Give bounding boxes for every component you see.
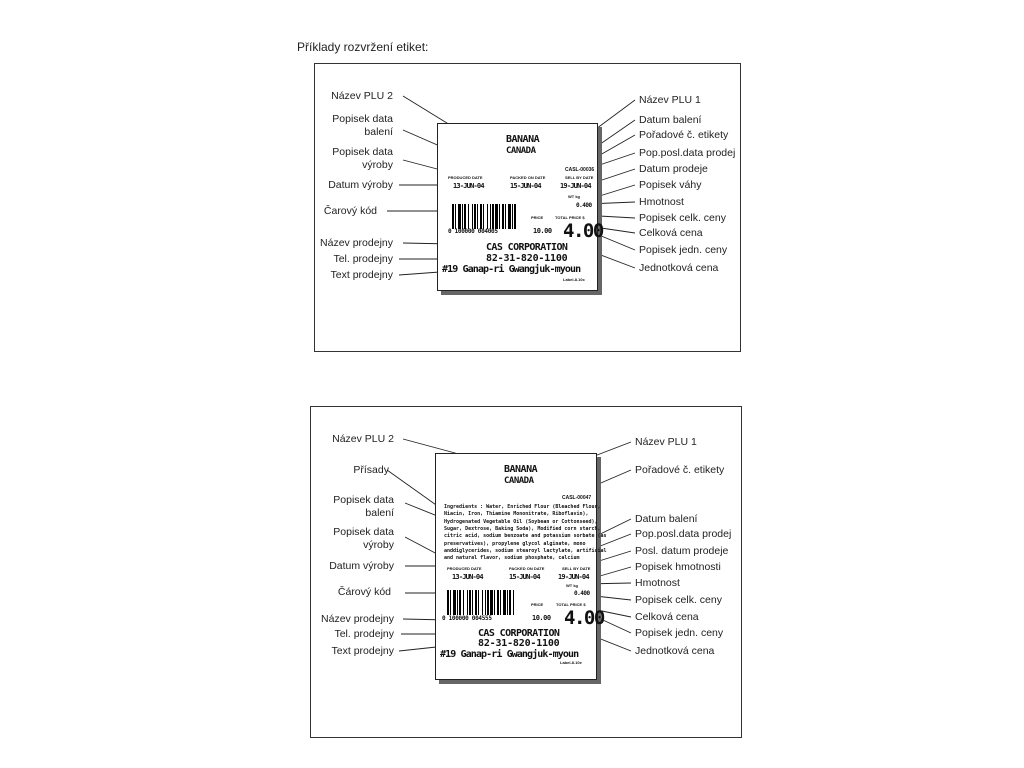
barcode-bar (505, 204, 506, 229)
callout-total-price: Celková cena (639, 227, 703, 239)
callout-weight: Hmotnost (639, 196, 684, 208)
layout-example-2 (310, 406, 742, 738)
page-heading: Příklady rozvržení etiket: (297, 40, 429, 54)
sell-date: 19-JUN-04 (558, 573, 589, 581)
callout-shop-text: Text prodejny (331, 645, 394, 657)
unit-price-value: 10.00 (533, 227, 552, 235)
callout-plu2-name: Název PLU 2 (332, 433, 394, 445)
barcode-bar (492, 204, 494, 229)
barcode-bar (462, 204, 463, 229)
barcode-bar (467, 590, 468, 615)
ingredients-line: Hydrogenated Vegetable Oil (Soybean or Cottonseed), (444, 518, 598, 525)
barcode-bar (459, 590, 461, 615)
callout-packed-caption: Popisek data balení (332, 113, 393, 138)
barcode-bar (452, 204, 454, 229)
callout-weight-caption: Popisek hmotnosti (635, 561, 721, 573)
barcode-bar (514, 204, 516, 229)
weight-caption: WT kg (568, 194, 580, 199)
ingredients-line: anddiglycerides, sodium stearoyl lactylate, artificial (444, 547, 607, 554)
callout-weight-caption: Popisek váhy (639, 179, 702, 191)
barcode-bar (495, 204, 498, 229)
produced-date: 13-JUN-04 (452, 573, 483, 581)
shop-text: #19 Ganap-ri Gwangjuk-myoun (440, 649, 579, 660)
shop-name: CAS CORPORATION (478, 628, 560, 639)
barcode-bar (507, 590, 508, 615)
callout-packed-caption: Popisek data balení (333, 494, 394, 519)
barcode-bar (482, 590, 483, 615)
barcode-bar (480, 204, 482, 229)
callout-plu1-name: Název PLU 1 (639, 94, 701, 106)
barcode-bar (487, 590, 489, 615)
callout-unit-price: Jednotková cena (639, 262, 719, 274)
barcode-bar (464, 204, 466, 229)
callout-total-caption: Popisek celk. ceny (635, 594, 722, 606)
sell-date: 19-JUN-04 (560, 182, 591, 190)
total-price-value: 4.00 (563, 220, 603, 242)
callout-serial: Pořadové č. etikety (635, 464, 725, 476)
callout-total-caption: Popisek celk. ceny (639, 212, 726, 224)
weight-caption: WT kg (566, 583, 578, 588)
callout-shop-phone: Tel. prodejny (333, 253, 393, 265)
produced-date: 13-JUN-04 (453, 182, 484, 190)
total-price-value: 4.00 (564, 607, 604, 629)
barcode-bar (453, 590, 456, 615)
barcode-bar (494, 590, 495, 615)
barcode-bar (483, 204, 484, 229)
barcode-bar (497, 590, 499, 615)
barcode-bar (469, 590, 471, 615)
barcode-bar (490, 590, 493, 615)
barcode-bar (487, 204, 488, 229)
callout-total-price: Celková cena (635, 611, 699, 623)
unit-price-value: 10.00 (532, 614, 551, 622)
label-sample-2 (435, 453, 607, 680)
barcode-bar (502, 204, 504, 229)
shop-name: CAS CORPORATION (486, 242, 568, 253)
shop-phone: 82-31-820-1100 (486, 253, 568, 264)
label-sample-1 (437, 123, 603, 291)
shop-phone: 82-31-820-1100 (478, 638, 560, 649)
callout-produced-caption: Popisek data výroby (333, 526, 394, 551)
barcode-bar (513, 590, 514, 615)
barcode-bar (455, 204, 456, 229)
callout-sell-date: Posl. datum prodeje (635, 545, 729, 557)
barcode-bar (503, 590, 506, 615)
barcode-bar (509, 590, 511, 615)
callout-packed-date: Datum balení (639, 114, 702, 126)
sell-caption: SELL BY DATE (562, 566, 591, 571)
callout-produced-date: Datum výroby (328, 179, 393, 191)
serial-number: CASL-00047 (562, 495, 592, 501)
sell-caption: SELL BY DATE (565, 175, 594, 180)
callout-shop-name: Název prodejny (321, 613, 394, 625)
ingredients-line: preservatives), propylene glycol alginate, mono (444, 540, 586, 547)
packed-date: 15-JUN-04 (510, 182, 541, 190)
serial-number: CASL-00036 (565, 167, 595, 173)
shop-text: #19 Ganap-ri Gwangjuk-myoun (442, 264, 581, 275)
barcode-bar (475, 590, 477, 615)
total-price-caption: TOTAL PRICE $ (556, 602, 586, 607)
packed-caption: PACKED ON DATE (510, 175, 546, 180)
barcode-bar (478, 590, 479, 615)
ingredients-line: Niacin, Iron, Thiamine Mononitrate, Riboflavin), (444, 511, 589, 518)
plu2-name: CANADA (506, 146, 536, 156)
callout-packed-date: Datum balení (635, 513, 698, 525)
callout-sell-caption: Pop.posl.data prodej (639, 147, 736, 159)
unit-price-caption: PRICE (531, 215, 544, 220)
barcode-bar (447, 590, 449, 615)
callout-sell-caption: Pop.posl.data prodej (635, 528, 732, 540)
callout-unit-price: Jednotková cena (635, 645, 715, 657)
ingredients-line: Ingredients : Water, Enriched Flour (Bleached Flour, (444, 504, 601, 510)
barcode-bar (500, 590, 501, 615)
barcode-bar (450, 590, 451, 615)
label-id: Label-8.10c (563, 277, 585, 282)
barcode-bar (499, 204, 500, 229)
callout-shop-name: Název prodejny (320, 237, 393, 249)
callout-serial: Pořadové č. etikety (639, 129, 729, 141)
plu1-name: BANANA (506, 134, 540, 145)
barcode-bar (472, 590, 473, 615)
callout-shop-text: Text prodejny (330, 269, 393, 281)
callout-plu1-name: Název PLU 1 (635, 436, 697, 448)
barcode-bar (477, 204, 478, 229)
callout-unit-caption: Popisek jedn. ceny (639, 244, 728, 256)
callout-produced-date: Datum výroby (329, 560, 394, 572)
label-id: Label-8.10e (560, 660, 582, 665)
callout-weight: Hmotnost (635, 577, 680, 589)
callout-ingredients: Přísady (353, 464, 389, 476)
ingredients-line: Sugar, Dextrose, Baking Soda), Modified corn starch, (444, 525, 601, 532)
produced-caption: PRODUCED DATE (448, 175, 483, 180)
callout-shop-phone: Tel. prodejny (334, 628, 394, 640)
callout-plu2-name: Název PLU 2 (331, 90, 393, 102)
callout-sell-date: Datum prodeje (639, 163, 708, 175)
unit-price-caption: PRICE (531, 602, 544, 607)
barcode-bar (457, 590, 458, 615)
produced-caption: PRODUCED DATE (447, 566, 482, 571)
barcode-bar (472, 204, 473, 229)
barcode-bar (490, 204, 491, 229)
barcode-bar (468, 204, 469, 229)
packed-date: 15-JUN-04 (509, 573, 540, 581)
ingredients-line: citric acid, sodium benzoate and potassium sorbate (as (444, 533, 607, 540)
barcode-number: 0 100000 004555 (442, 615, 492, 622)
barcode-bar (485, 590, 486, 615)
barcode-bar (508, 204, 511, 229)
barcode-bar (474, 204, 476, 229)
weight-value: 0.400 (576, 202, 592, 209)
barcode (452, 204, 518, 229)
plu2-name: CANADA (504, 476, 534, 486)
plu1-name: BANANA (504, 464, 538, 475)
barcode-bar (512, 204, 513, 229)
packed-caption: PACKED ON DATE (509, 566, 545, 571)
ingredients-line: and natural flavor, sodium phosphate, calcium (444, 555, 580, 562)
callout-unit-caption: Popisek jedn. ceny (635, 627, 724, 639)
barcode (447, 590, 515, 615)
callout-barcode: Čárový kód (337, 586, 391, 598)
total-price-caption: TOTAL PRICE $ (555, 215, 585, 220)
barcode-bar (458, 204, 461, 229)
callout-barcode: Čarový kód (323, 205, 377, 217)
barcode-number: 0 100000 004005 (448, 228, 498, 235)
callout-produced-caption: Popisek data výroby (332, 146, 393, 171)
layout-example-1 (314, 63, 741, 352)
barcode-bar (463, 590, 464, 615)
weight-value: 0.400 (574, 590, 590, 597)
